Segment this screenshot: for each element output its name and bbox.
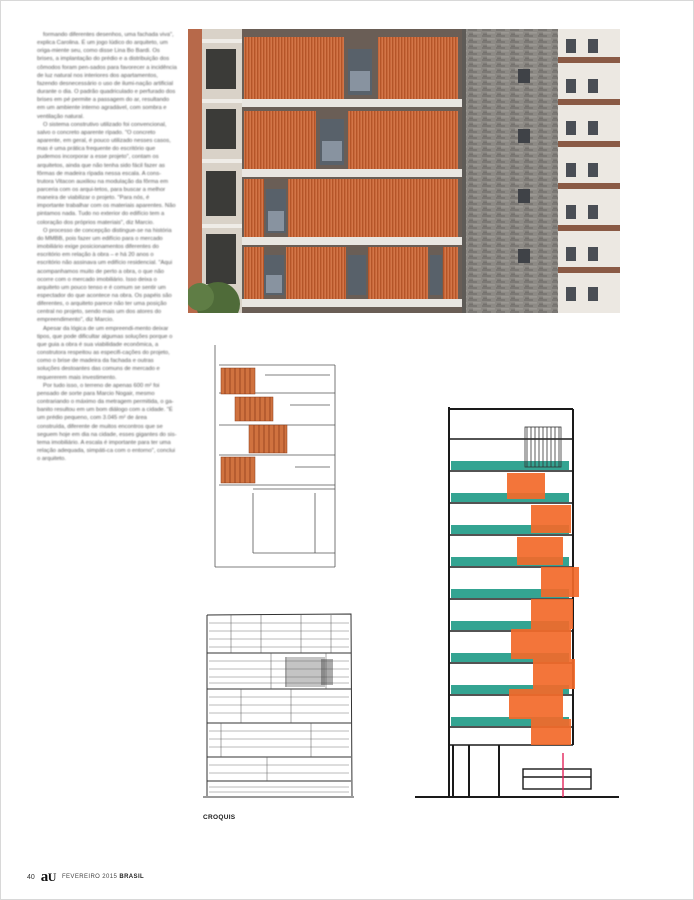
building-facade-photo [188, 29, 620, 313]
article-paragraph: formando diferentes desenhos, uma fachada viva", explica Carolina. É um jogo lúdico do arquiteto, um origa-miente seu, como disse Lina Bo Bardi. Os brises, a implantação do prédio e a distribuição dos cômodos foram pen-sados para favorecer a incidência de luz natural nos interiores dos apartamentos, fazendo desnecessário o uso de ilumi-nação artificial durante o dia. O padrão quadriculado e perfurado dos brises em pé permite a passagem do ar, resultando em um ambiente interno agradável, com sombra e ventilação natural. [37, 32, 177, 120]
magazine-logo [41, 869, 56, 886]
article-paragraph: O processo de concepção distingue-se na história do MMBB, pois fazer um edifício para o mercado imobiliário exige posicionamentos diferentes do escritório em relação à obra – e há 20 anos o escritório não assinava um edifício residencial. "Aqui acompanhamos muito de perto a obra, o que não ocorre com o mercado imobiliário. Isso deixa o arquiteto um pouco tenso e é comum se sentir um espectador do que acontece na obra. Os papéis são diferentes, o arquiteto parece não ter uma posição central no projeto, sendo mais um dos atores do empreendimento", diz Marcio. [37, 227, 173, 324]
issue-info [62, 874, 144, 880]
article-text-column [37, 31, 177, 831]
article-paragraph: Por tudo isso, o terreno de apenas 600 m² foi pensado de sorte para Marcio Nogair, mesmo contrariando o máximo da metragem permitida, o ga-banito resultou em um bom diálogo com a cidade. "É um prédio pequeno, com 3.045 m² de área construída, diferente de muitos encontros que se seguem hoje em dia na cidade, esses gigantes do sis-tema imobiliário. A escala é importante para ter uma relação adequada, simpáti-ca com o entorno", conclui o arquiteto. [37, 382, 177, 463]
sketch-caption: CROQUIS [203, 814, 236, 821]
logo-letter-u: U [47, 869, 56, 884]
issue-date: FEVEREIRO 2015 [61, 874, 118, 880]
pencil-elevation-sketch [201, 611, 356, 811]
logo-letter-a: a [40, 868, 48, 885]
page-footer [27, 869, 144, 885]
article-paragraph: Apesar da lógica de um empreendi-mento deixar tipos, que pode dificultar algumas soluções porque o que guia a obra é sua viabilidade econômica, a construtora respeitou as especifi-cações do projeto, como o brise de madeira da fachada e outras soluções destoantes das comuns de mercado e requererem mais investimento. [37, 325, 173, 381]
tower-section-sketch [413, 405, 623, 809]
facade-sketch-elevation [205, 345, 345, 570]
article-paragraph: O sistema construtivo utilizado foi convencional, salvo o concreto aparente rípado. "O concreto aparente, em geral, é pouco utilizado nesses casos, mas é uma prática frequente do escritório que pudemos incorporar a esse projeto", contam os arquitetos, ainda que não tenha sido fácil fazer as fôrmas de madeira rípada nessa escala. A cons-trutora Vitacon auxiliou na modulação da fôrma em parceria com os arqui-tetos, para buscar a melhor maneira de viabilizar o projeto. "Para nós, é importante trabalhar com os materiais aparentes. Não pintamos nada. Tudo no exterior do edifício tem a coloração dos próprios materiais", diz Marcio. [37, 121, 176, 226]
page-number: 40 [27, 873, 35, 881]
issue-edition: BRASIL [119, 874, 145, 880]
